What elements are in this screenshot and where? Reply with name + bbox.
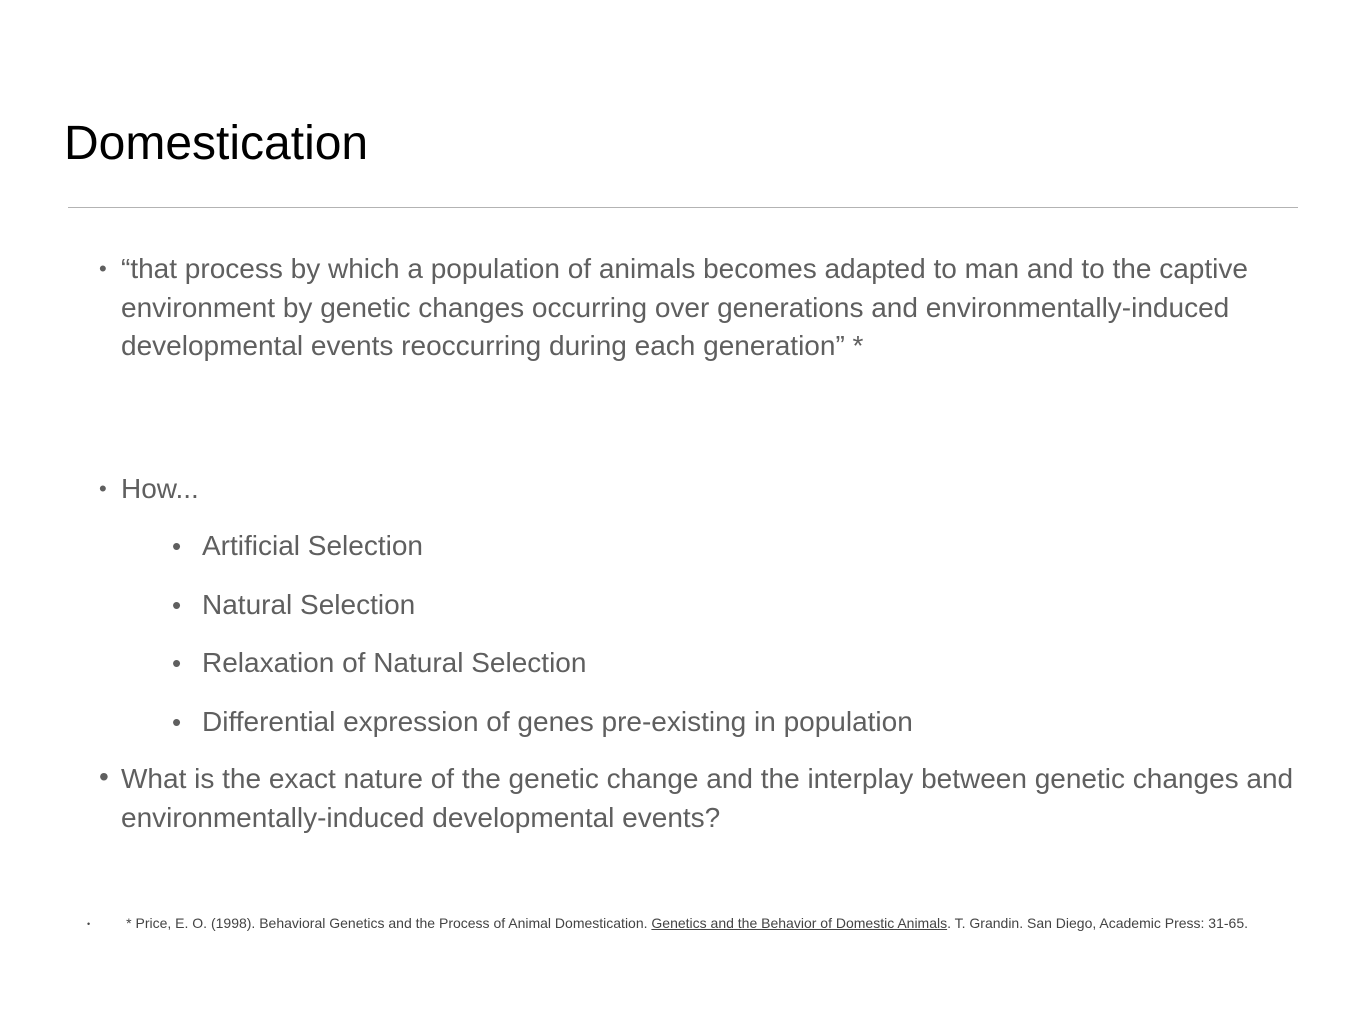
bullet-how	[99, 470, 1221, 509]
bullet-text: Differential expression of genes pre-existing in population	[202, 706, 913, 737]
bullet-text: Artificial Selection	[202, 530, 423, 561]
bullet-dot-icon: •	[99, 761, 109, 792]
bullet-text: “that process by which a population of animals becomes adapted to man and to the captive environment by genetic changes occurring over generations and environmentally-induced developmental events reoccurring during each generation” *	[121, 253, 1248, 361]
sub-bullet-differential-expression	[172, 703, 913, 742]
bullet-text: Relaxation of Natural Selection	[202, 647, 587, 678]
citation-text-end: . T. Grandin. San Diego, Academic Press: 31-65.	[947, 915, 1249, 931]
bullet-dot-icon: •	[172, 648, 182, 678]
bullet-dot-icon: •	[99, 256, 107, 281]
sub-bullet-relaxation	[172, 644, 587, 683]
citation-text: * Price, E. O. (1998). Behavioral Genetics and the Process of Animal Domestication.	[126, 915, 652, 931]
title-divider	[68, 207, 1298, 208]
bullet-text: Natural Selection	[202, 589, 416, 620]
slide-title: Domestication	[64, 117, 369, 170]
bullet-dot-icon: •	[172, 590, 182, 620]
bullet-dot-icon: •	[172, 707, 182, 737]
bullet-definition-quote	[99, 250, 1306, 366]
bullet-dot-icon: •	[99, 476, 107, 501]
citation-book-title: Genetics and the Behavior of Domestic Animals	[651, 915, 948, 931]
bullet-text: How...	[121, 473, 199, 504]
bullet-text: What is the exact nature of the genetic change and the interplay between genetic changes and environmentally-induced developmental events?	[121, 763, 1294, 833]
sub-bullet-artificial-selection	[172, 527, 423, 566]
bullet-question	[99, 760, 1306, 837]
citation-footnote	[84, 913, 1284, 935]
bullet-dot-icon: •	[87, 918, 91, 929]
bullet-dot-icon: •	[172, 531, 182, 561]
sub-bullet-natural-selection	[172, 586, 416, 625]
